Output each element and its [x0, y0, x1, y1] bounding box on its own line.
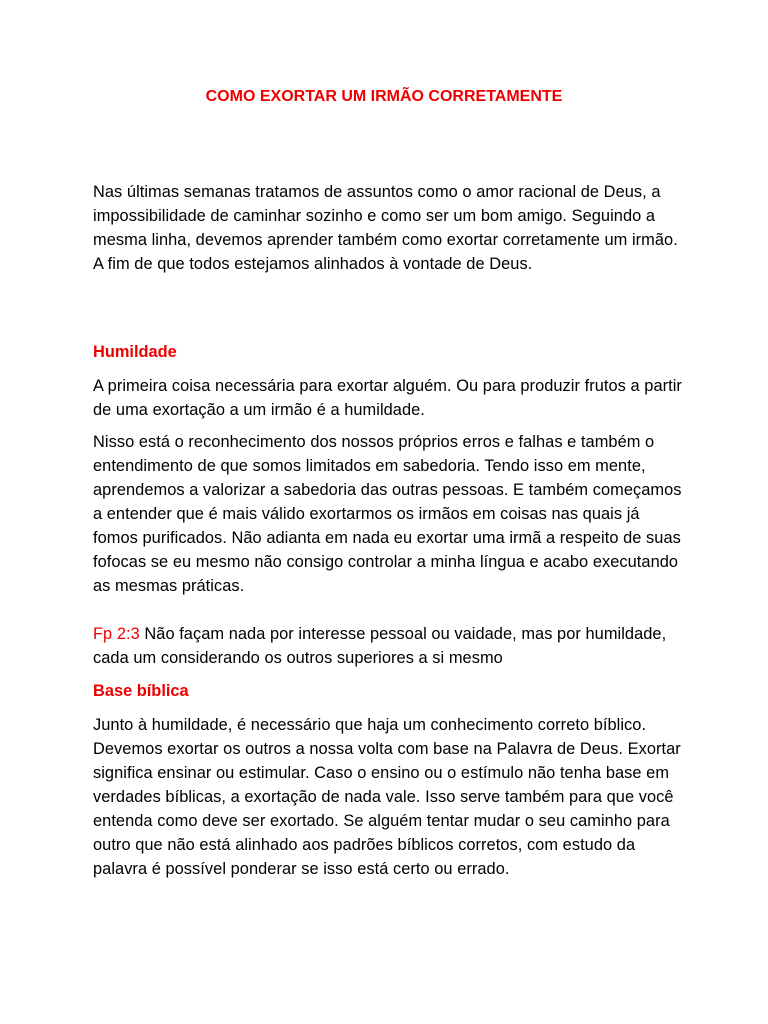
- humildade-paragraph-2: Nisso está o reconhecimento dos nossos próprios erros e falhas e também o entendimento de que somos limitados em sabedoria. Tendo isso em mente, aprendemos a valorizar a sabedoria das outras pessoas. E também começamos a entender que é mais válido exortarmos os irmãos em coisas nas quais já fomos purificados. Não adianta em nada eu exortar uma irmã a respeito de suas fofocas se eu mesmo não consigo controlar a minha língua e acabo executando as mesmas práticas.: [93, 433, 682, 595]
- page-title: COMO EXORTAR UM IRMÃO CORRETAMENTE: [205, 88, 563, 105]
- base-biblica-paragraph: Junto à humildade, é necessário que haja um conhecimento correto bíblico. Devemos exortar os outros a nossa volta com base na Palavra de Deus. Exortar significa ensinar ou estimular. Caso o ensino ou o estímulo não tenha base em verdades bíblicas, a exortação de nada vale. Isso serve também para que você entenda como deve ser exortado. Se alguém tentar mudar o seu caminho para outro que não está alinhado aos padrões bíblicos corretos, com estudo da palavra é possível ponderar se isso está certo ou errado.: [93, 716, 681, 878]
- section-heading-humildade: Humildade: [93, 343, 177, 361]
- humildade-paragraph-1: A primeira coisa necessária para exortar alguém. Ou para produzir frutos a partir de uma exortação a um irmão é a humildade.: [93, 377, 682, 419]
- intro-paragraph: Nas últimas semanas tratamos de assuntos como o amor racional de Deus, a impossibilidade de caminhar sozinho e como ser um bom amigo. Seguindo a mesma linha, devemos aprender também como exortar corretamente um irmão. A fim de que todos estejamos alinhados à vontade de Deus.: [93, 183, 678, 273]
- verse-text: Não façam nada por interesse pessoal ou vaidade, mas por humildade, cada um considerando os outros superiores a si mesmo: [93, 625, 667, 667]
- section-heading-base-biblica: Base bíblica: [93, 682, 189, 700]
- verse-reference: Fp 2:3: [93, 625, 140, 643]
- verse-paragraph: [93, 622, 683, 670]
